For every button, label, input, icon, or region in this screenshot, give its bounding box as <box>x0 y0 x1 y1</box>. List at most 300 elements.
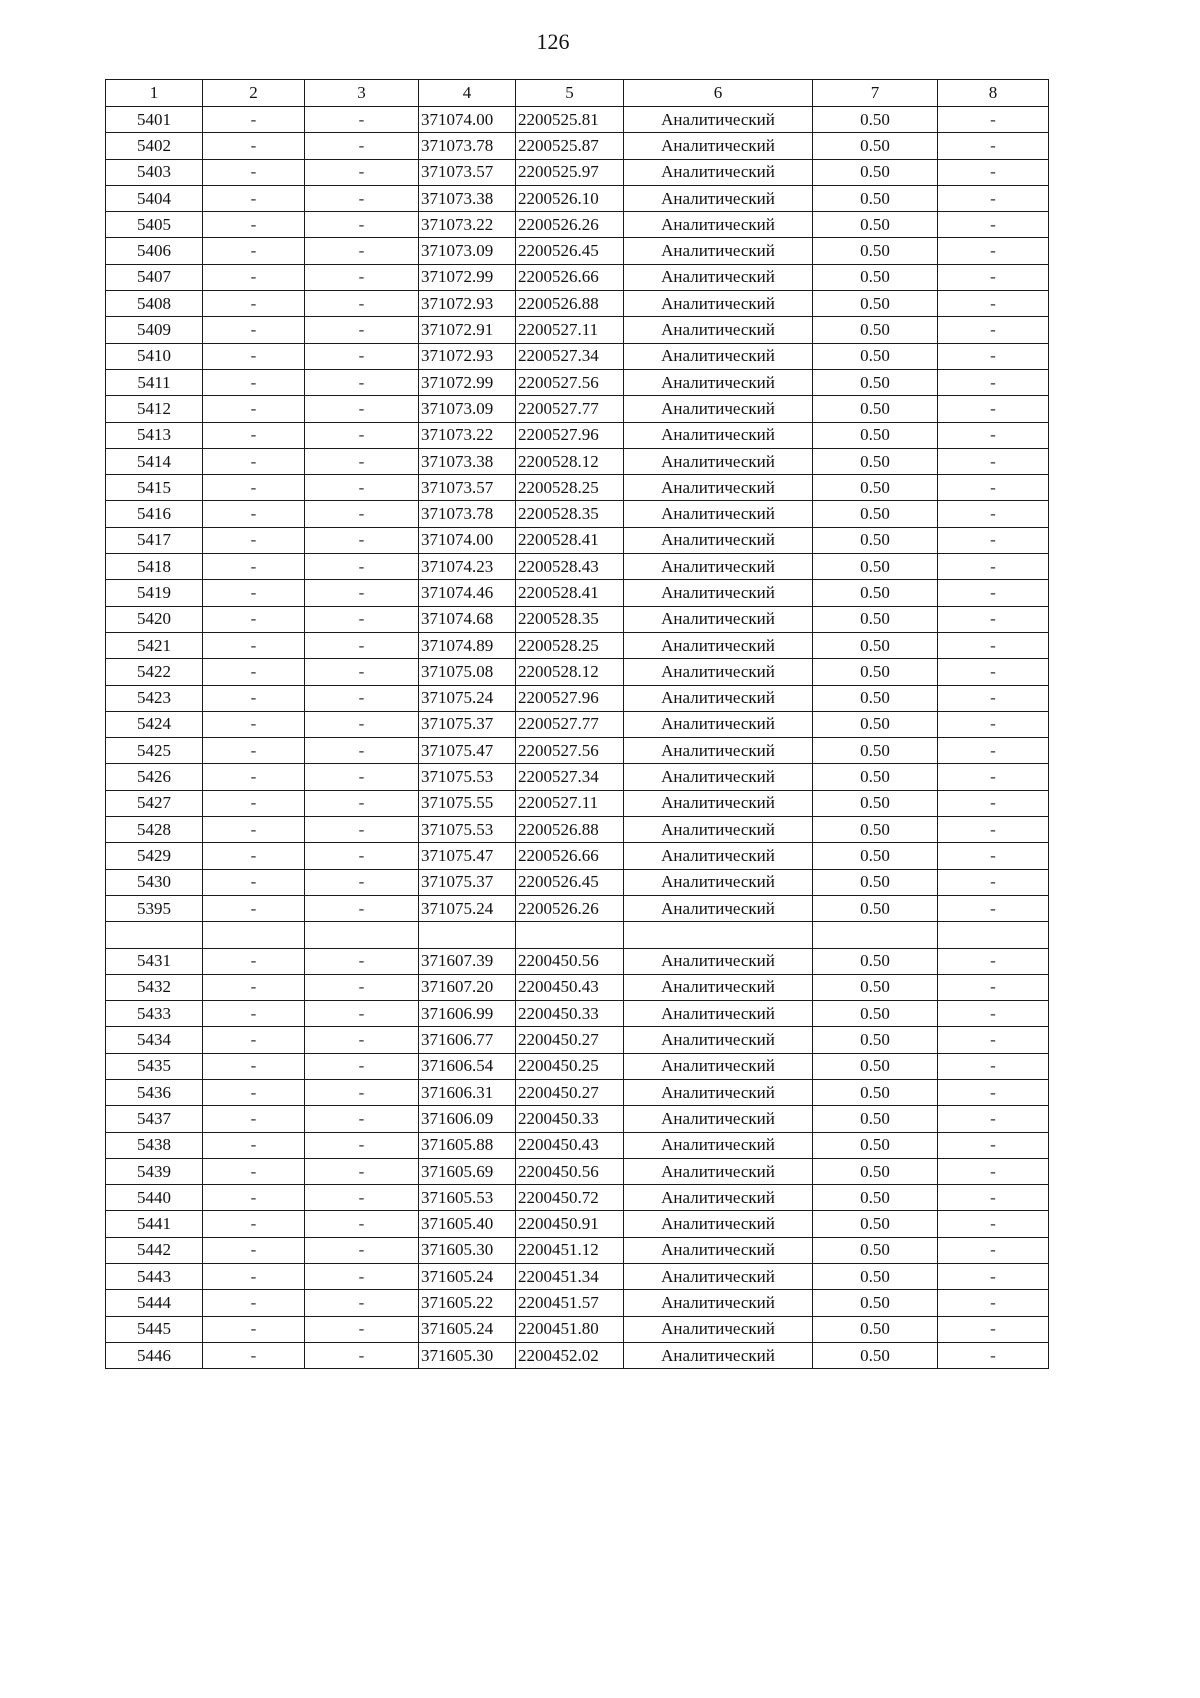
table-cell-col-7: 0.50 <box>813 1053 938 1079</box>
table-cell-col-4: 371072.93 <box>419 291 516 317</box>
table-cell-col-4: 371606.31 <box>419 1079 516 1105</box>
table-cell-col-3: - <box>305 1316 419 1342</box>
table-cell-col-6: Аналитический <box>624 843 813 869</box>
table-cell-col-6: Аналитический <box>624 790 813 816</box>
coordinates-table <box>105 79 1049 1369</box>
table-cell-col-2: - <box>203 817 305 843</box>
table-cell-col-7: 0.50 <box>813 475 938 501</box>
table-cell-col-4: 371075.47 <box>419 843 516 869</box>
table-cell-col-1: 5442 <box>106 1237 203 1263</box>
table-cell-col-1: 5421 <box>106 632 203 658</box>
table-cell-col-7: 0.50 <box>813 817 938 843</box>
table-cell-col-5: 2200527.77 <box>516 711 624 737</box>
table-cell-col-2: - <box>203 317 305 343</box>
table-cell-col-7: 0.50 <box>813 448 938 474</box>
table-cell-col-4: 371074.68 <box>419 606 516 632</box>
table-cell-col-7: 0.50 <box>813 869 938 895</box>
table-row <box>106 317 1049 343</box>
column-header-1: 1 <box>106 80 203 107</box>
table-cell-col-1: 5431 <box>106 948 203 974</box>
page-number: 126 <box>536 29 570 54</box>
table-cell-col-6: Аналитический <box>624 764 813 790</box>
table-row <box>106 1290 1049 1316</box>
table-cell-col-7: 0.50 <box>813 632 938 658</box>
table-cell-col-6: Аналитический <box>624 107 813 133</box>
table-cell-col-4: 371073.78 <box>419 501 516 527</box>
table-cell-col-7 <box>813 922 938 948</box>
table-cell-col-4: 371605.30 <box>419 1342 516 1368</box>
table-cell-col-4: 371606.99 <box>419 1001 516 1027</box>
table-cell-col-7: 0.50 <box>813 790 938 816</box>
table-cell-col-1: 5420 <box>106 606 203 632</box>
table-row <box>106 790 1049 816</box>
table-cell-col-5: 2200528.12 <box>516 448 624 474</box>
table-cell-col-4: 371073.38 <box>419 185 516 211</box>
table-cell-col-2: - <box>203 1185 305 1211</box>
table-cell-col-3: - <box>305 343 419 369</box>
table-cell-col-4: 371074.00 <box>419 107 516 133</box>
table-cell-col-5: 2200527.34 <box>516 343 624 369</box>
table-cell-col-6: Аналитический <box>624 448 813 474</box>
table-cell-col-8: - <box>938 159 1049 185</box>
table-cell-col-2: - <box>203 1001 305 1027</box>
table-row <box>106 396 1049 422</box>
table-cell-col-2: - <box>203 659 305 685</box>
table-cell-col-3: - <box>305 580 419 606</box>
table-cell-col-4: 371073.22 <box>419 422 516 448</box>
table-row <box>106 1106 1049 1132</box>
column-header-6: 6 <box>624 80 813 107</box>
table-cell-col-1: 5408 <box>106 291 203 317</box>
table-row <box>106 1053 1049 1079</box>
table-cell-col-8: - <box>938 685 1049 711</box>
table-cell-col-4: 371073.38 <box>419 448 516 474</box>
table-cell-col-4: 371072.91 <box>419 317 516 343</box>
table-cell-col-7: 0.50 <box>813 185 938 211</box>
table-cell-col-1 <box>106 922 203 948</box>
table-row <box>106 1132 1049 1158</box>
table-cell-col-6: Аналитический <box>624 422 813 448</box>
table-cell-col-8: - <box>938 817 1049 843</box>
table-cell-col-8: - <box>938 1158 1049 1184</box>
table-cell-col-4: 371073.09 <box>419 396 516 422</box>
table-cell-col-2: - <box>203 1211 305 1237</box>
table-cell-col-8: - <box>938 1316 1049 1342</box>
table-row-separator <box>106 922 1049 948</box>
table-cell-col-8: - <box>938 527 1049 553</box>
table-cell-col-1: 5444 <box>106 1290 203 1316</box>
table-row <box>106 291 1049 317</box>
table-row <box>106 895 1049 921</box>
table-cell-col-3: - <box>305 1290 419 1316</box>
table-cell-col-2: - <box>203 685 305 711</box>
table-cell-col-5: 2200528.35 <box>516 501 624 527</box>
table-cell-col-8: - <box>938 1027 1049 1053</box>
table-cell-col-4: 371073.78 <box>419 133 516 159</box>
table-cell-col-5: 2200527.96 <box>516 422 624 448</box>
table-cell-col-7: 0.50 <box>813 527 938 553</box>
table-cell-col-8: - <box>938 422 1049 448</box>
table-cell-col-6: Аналитический <box>624 817 813 843</box>
table-cell-col-3: - <box>305 948 419 974</box>
table-cell-col-5: 2200527.34 <box>516 764 624 790</box>
table-cell-col-6: Аналитический <box>624 1027 813 1053</box>
table-cell-col-6: Аналитический <box>624 1316 813 1342</box>
table-cell-col-5: 2200527.11 <box>516 317 624 343</box>
table-cell-col-5: 2200451.80 <box>516 1316 624 1342</box>
table-cell-col-5: 2200450.27 <box>516 1079 624 1105</box>
table-cell-col-4: 371075.47 <box>419 738 516 764</box>
table-cell-col-1: 5401 <box>106 107 203 133</box>
table-cell-col-3: - <box>305 501 419 527</box>
table-cell-col-4: 371075.37 <box>419 711 516 737</box>
table-cell-col-3: - <box>305 1106 419 1132</box>
table-row <box>106 948 1049 974</box>
table-cell-col-4: 371606.54 <box>419 1053 516 1079</box>
table-cell-col-6: Аналитический <box>624 580 813 606</box>
table-cell-col-2: - <box>203 264 305 290</box>
table-cell-col-8: - <box>938 291 1049 317</box>
table-cell-col-6: Аналитический <box>624 1290 813 1316</box>
table-cell-col-5: 2200528.25 <box>516 475 624 501</box>
table-row <box>106 133 1049 159</box>
table-cell-col-8: - <box>938 1290 1049 1316</box>
table-cell-col-6: Аналитический <box>624 1211 813 1237</box>
table-cell-col-5: 2200526.88 <box>516 291 624 317</box>
table-cell-col-5: 2200450.25 <box>516 1053 624 1079</box>
table-row <box>106 212 1049 238</box>
table-cell-col-4: 371072.93 <box>419 343 516 369</box>
table-cell-col-6: Аналитический <box>624 317 813 343</box>
table-row <box>106 1264 1049 1290</box>
table-cell-col-1: 5426 <box>106 764 203 790</box>
table-cell-col-7: 0.50 <box>813 291 938 317</box>
table-cell-col-3: - <box>305 895 419 921</box>
table-cell-col-6: Аналитический <box>624 1158 813 1184</box>
table-cell-col-6: Аналитический <box>624 895 813 921</box>
table-cell-col-3: - <box>305 317 419 343</box>
table-cell-col-5: 2200527.96 <box>516 685 624 711</box>
table-cell-col-5: 2200526.10 <box>516 185 624 211</box>
table-cell-col-7: 0.50 <box>813 1079 938 1105</box>
table-cell-col-2: - <box>203 1158 305 1184</box>
table-cell-col-3: - <box>305 869 419 895</box>
table-cell-col-2: - <box>203 475 305 501</box>
table-cell-col-1: 5434 <box>106 1027 203 1053</box>
table-cell-col-1: 5422 <box>106 659 203 685</box>
table-cell-col-7: 0.50 <box>813 369 938 395</box>
table-row <box>106 685 1049 711</box>
table-cell-col-1: 5404 <box>106 185 203 211</box>
table-cell-col-3: - <box>305 107 419 133</box>
table-cell-col-6: Аналитический <box>624 501 813 527</box>
table-cell-col-6: Аналитический <box>624 1185 813 1211</box>
table-cell-col-7: 0.50 <box>813 895 938 921</box>
table-cell-col-8 <box>938 922 1049 948</box>
table-cell-col-5: 2200527.56 <box>516 369 624 395</box>
column-header-7: 7 <box>813 80 938 107</box>
table-row <box>106 1316 1049 1342</box>
table-cell-col-4: 371073.57 <box>419 159 516 185</box>
table-row <box>106 422 1049 448</box>
table-cell-col-8: - <box>938 554 1049 580</box>
table-cell-col-2: - <box>203 1053 305 1079</box>
table-row <box>106 1342 1049 1368</box>
table-cell-col-2: - <box>203 948 305 974</box>
table-cell-col-2: - <box>203 422 305 448</box>
table-cell-col-6: Аналитический <box>624 264 813 290</box>
table-cell-col-7: 0.50 <box>813 1264 938 1290</box>
table-cell-col-6: Аналитический <box>624 212 813 238</box>
table-cell-col-1: 5446 <box>106 1342 203 1368</box>
table-cell-col-8: - <box>938 212 1049 238</box>
table-cell-col-3: - <box>305 133 419 159</box>
table-cell-col-5: 2200450.33 <box>516 1001 624 1027</box>
table-cell-col-8: - <box>938 1106 1049 1132</box>
table-cell-col-3: - <box>305 1211 419 1237</box>
table-cell-col-8: - <box>938 948 1049 974</box>
table-cell-col-2: - <box>203 843 305 869</box>
table-cell-col-7: 0.50 <box>813 974 938 1000</box>
table-cell-col-2: - <box>203 869 305 895</box>
table-cell-col-7: 0.50 <box>813 764 938 790</box>
table-cell-col-5: 2200450.56 <box>516 1158 624 1184</box>
table-cell-col-5: 2200450.72 <box>516 1185 624 1211</box>
table-cell-col-5: 2200450.27 <box>516 1027 624 1053</box>
table-row <box>106 448 1049 474</box>
table-cell-col-7: 0.50 <box>813 238 938 264</box>
table-cell-col-5: 2200528.35 <box>516 606 624 632</box>
table-cell-col-1: 5423 <box>106 685 203 711</box>
table-cell-col-7: 0.50 <box>813 343 938 369</box>
table-row <box>106 843 1049 869</box>
table-row <box>106 1237 1049 1263</box>
table-cell-col-1: 5436 <box>106 1079 203 1105</box>
table-cell-col-1: 5428 <box>106 817 203 843</box>
table-cell-col-7: 0.50 <box>813 1211 938 1237</box>
table-cell-col-8: - <box>938 790 1049 816</box>
table-cell-col-3: - <box>305 632 419 658</box>
table-cell-col-3: - <box>305 238 419 264</box>
table-cell-col-3: - <box>305 1185 419 1211</box>
table-cell-col-3: - <box>305 711 419 737</box>
table-cell-col-1: 5417 <box>106 527 203 553</box>
table-cell-col-8: - <box>938 764 1049 790</box>
table-cell-col-5: 2200528.25 <box>516 632 624 658</box>
table-cell-col-3: - <box>305 1027 419 1053</box>
table-cell-col-7: 0.50 <box>813 1342 938 1368</box>
table-cell-col-6: Аналитический <box>624 369 813 395</box>
table-cell-col-5: 2200527.77 <box>516 396 624 422</box>
table-cell-col-5: 2200528.41 <box>516 527 624 553</box>
table-cell-col-1: 5427 <box>106 790 203 816</box>
table-cell-col-3: - <box>305 527 419 553</box>
table-cell-col-3: - <box>305 475 419 501</box>
table-cell-col-3: - <box>305 369 419 395</box>
table-row <box>106 974 1049 1000</box>
table-cell-col-2: - <box>203 343 305 369</box>
table-row <box>106 475 1049 501</box>
table-cell-col-5: 2200526.66 <box>516 264 624 290</box>
table-cell-col-5: 2200527.56 <box>516 738 624 764</box>
table-cell-col-7: 0.50 <box>813 1106 938 1132</box>
table-cell-col-7: 0.50 <box>813 685 938 711</box>
table-cell-col-4: 371073.22 <box>419 212 516 238</box>
table-cell-col-1: 5443 <box>106 1264 203 1290</box>
table-row <box>106 1158 1049 1184</box>
table-cell-col-7: 0.50 <box>813 606 938 632</box>
table-cell-col-2: - <box>203 448 305 474</box>
table-row <box>106 527 1049 553</box>
table-cell-col-3: - <box>305 212 419 238</box>
table-row <box>106 501 1049 527</box>
table-cell-col-7: 0.50 <box>813 317 938 343</box>
table-cell-col-6: Аналитический <box>624 1001 813 1027</box>
table-cell-col-7: 0.50 <box>813 1132 938 1158</box>
table-cell-col-2: - <box>203 238 305 264</box>
table-row <box>106 659 1049 685</box>
table-cell-col-7: 0.50 <box>813 159 938 185</box>
column-header-4: 4 <box>419 80 516 107</box>
table-cell-col-2: - <box>203 212 305 238</box>
table-cell-col-6: Аналитический <box>624 948 813 974</box>
table-cell-col-8: - <box>938 711 1049 737</box>
table-cell-col-5: 2200528.12 <box>516 659 624 685</box>
table-cell-col-8: - <box>938 869 1049 895</box>
table-row <box>106 1027 1049 1053</box>
table-cell-col-4: 371074.00 <box>419 527 516 553</box>
table-cell-col-1: 5441 <box>106 1211 203 1237</box>
table-cell-col-2: - <box>203 1264 305 1290</box>
table-cell-col-4 <box>419 922 516 948</box>
table-cell-col-2: - <box>203 711 305 737</box>
table-cell-col-8: - <box>938 1001 1049 1027</box>
table-cell-col-3: - <box>305 291 419 317</box>
table-cell-col-4: 371075.53 <box>419 817 516 843</box>
table-cell-col-1: 5425 <box>106 738 203 764</box>
table-cell-col-4: 371605.22 <box>419 1290 516 1316</box>
table-row <box>106 869 1049 895</box>
table-cell-col-5: 2200525.87 <box>516 133 624 159</box>
table-cell-col-1: 5412 <box>106 396 203 422</box>
table-cell-col-1: 5410 <box>106 343 203 369</box>
table-cell-col-3: - <box>305 1264 419 1290</box>
table-cell-col-8: - <box>938 843 1049 869</box>
table-cell-col-3: - <box>305 448 419 474</box>
table-cell-col-2: - <box>203 1027 305 1053</box>
table-cell-col-4: 371075.08 <box>419 659 516 685</box>
table-cell-col-4: 371074.23 <box>419 554 516 580</box>
table-cell-col-8: - <box>938 317 1049 343</box>
table-cell-col-6: Аналитический <box>624 343 813 369</box>
table-cell-col-7: 0.50 <box>813 107 938 133</box>
table-cell-col-8: - <box>938 448 1049 474</box>
table-cell-col-4: 371605.24 <box>419 1264 516 1290</box>
table-cell-col-8: - <box>938 1342 1049 1368</box>
table-cell-col-2: - <box>203 107 305 133</box>
table-cell-col-4: 371074.46 <box>419 580 516 606</box>
table-cell-col-5: 2200526.88 <box>516 817 624 843</box>
table-cell-col-6: Аналитический <box>624 659 813 685</box>
table-cell-col-6: Аналитический <box>624 1237 813 1263</box>
table-cell-col-4: 371075.53 <box>419 764 516 790</box>
table-cell-col-4: 371606.77 <box>419 1027 516 1053</box>
table-cell-col-8: - <box>938 1079 1049 1105</box>
table-cell-col-6: Аналитический <box>624 1079 813 1105</box>
table-cell-col-7: 0.50 <box>813 948 938 974</box>
table-cell-col-6: Аналитический <box>624 159 813 185</box>
table-cell-col-8: - <box>938 1053 1049 1079</box>
table-cell-col-4: 371073.57 <box>419 475 516 501</box>
table-cell-col-1: 5395 <box>106 895 203 921</box>
table-row <box>106 738 1049 764</box>
table-cell-col-7: 0.50 <box>813 501 938 527</box>
table-cell-col-5: 2200528.41 <box>516 580 624 606</box>
table-cell-col-6: Аналитический <box>624 606 813 632</box>
table-cell-col-2: - <box>203 738 305 764</box>
table-cell-col-7: 0.50 <box>813 659 938 685</box>
table-cell-col-1: 5437 <box>106 1106 203 1132</box>
table-cell-col-4: 371605.53 <box>419 1185 516 1211</box>
table-cell-col-5: 2200526.26 <box>516 895 624 921</box>
table-row <box>106 369 1049 395</box>
table-cell-col-7: 0.50 <box>813 264 938 290</box>
table-row <box>106 264 1049 290</box>
table-cell-col-3: - <box>305 185 419 211</box>
table-cell-col-4: 371074.89 <box>419 632 516 658</box>
table-cell-col-6: Аналитический <box>624 291 813 317</box>
table-cell-col-3: - <box>305 422 419 448</box>
table-cell-col-3: - <box>305 685 419 711</box>
table-cell-col-4: 371075.55 <box>419 790 516 816</box>
column-header-2: 2 <box>203 80 305 107</box>
table-cell-col-7: 0.50 <box>813 1158 938 1184</box>
table-cell-col-3: - <box>305 764 419 790</box>
table-cell-col-4: 371075.24 <box>419 895 516 921</box>
table-cell-col-1: 5411 <box>106 369 203 395</box>
table-cell-col-7: 0.50 <box>813 1027 938 1053</box>
table-cell-col-8: - <box>938 1211 1049 1237</box>
table-row <box>106 606 1049 632</box>
table-cell-col-6: Аналитический <box>624 185 813 211</box>
table-cell-col-1: 5409 <box>106 317 203 343</box>
table-cell-col-8: - <box>938 343 1049 369</box>
table-cell-col-4: 371072.99 <box>419 264 516 290</box>
table-cell-col-8: - <box>938 396 1049 422</box>
table-cell-col-4: 371607.20 <box>419 974 516 1000</box>
table-cell-col-5: 2200526.66 <box>516 843 624 869</box>
table-cell-col-6: Аналитический <box>624 554 813 580</box>
table-cell-col-3 <box>305 922 419 948</box>
table-cell-col-7: 0.50 <box>813 580 938 606</box>
table-cell-col-3: - <box>305 1001 419 1027</box>
table-cell-col-1: 5416 <box>106 501 203 527</box>
table-cell-col-1: 5440 <box>106 1185 203 1211</box>
table-cell-col-8: - <box>938 580 1049 606</box>
table-cell-col-6: Аналитический <box>624 738 813 764</box>
table-cell-col-2: - <box>203 1106 305 1132</box>
table-cell-col-3: - <box>305 396 419 422</box>
column-header-8: 8 <box>938 80 1049 107</box>
table-row <box>106 554 1049 580</box>
table-cell-col-1: 5413 <box>106 422 203 448</box>
table-cell-col-3: - <box>305 1053 419 1079</box>
table-cell-col-3: - <box>305 606 419 632</box>
table-cell-col-4: 371605.40 <box>419 1211 516 1237</box>
column-header-5: 5 <box>516 80 624 107</box>
table-cell-col-6 <box>624 922 813 948</box>
table-cell-col-5: 2200525.97 <box>516 159 624 185</box>
